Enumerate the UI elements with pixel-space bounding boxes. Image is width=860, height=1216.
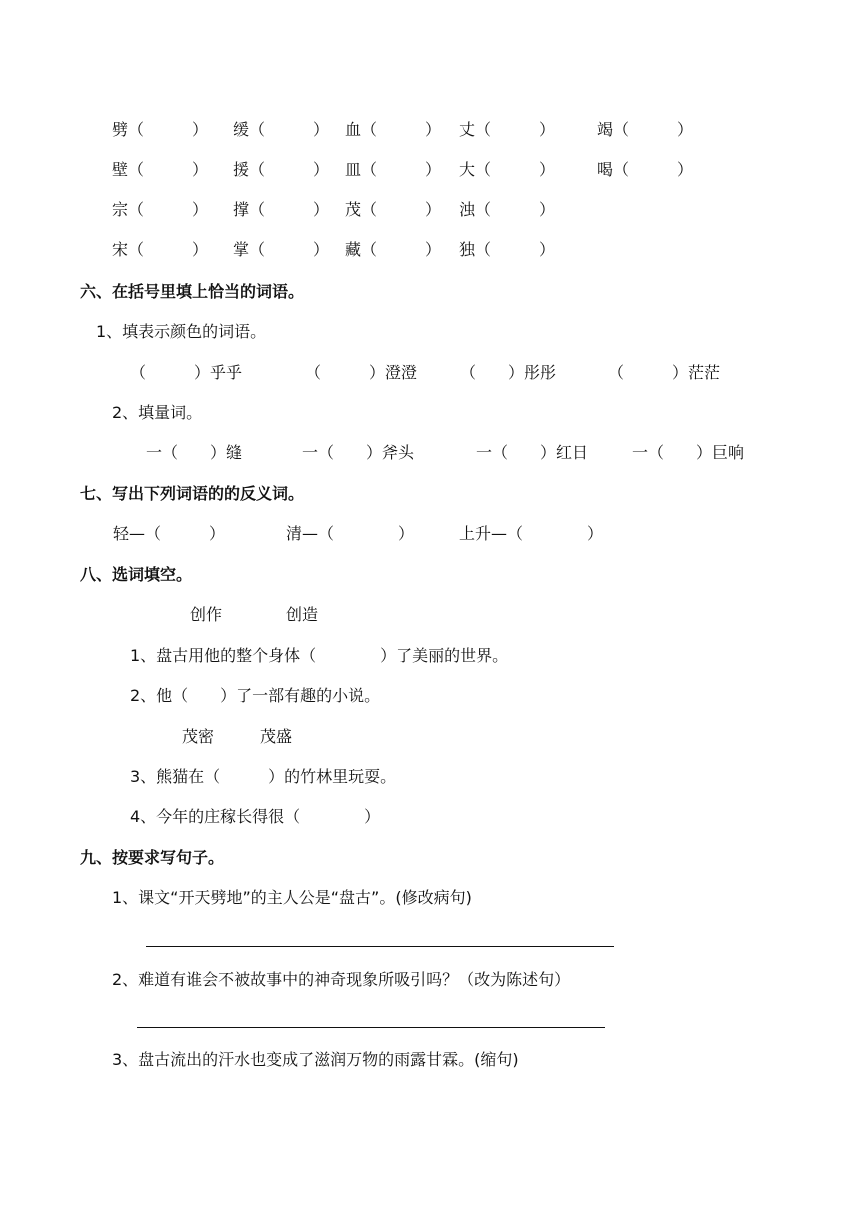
section8-q2[interactable]: 2、他（ ）了一部有趣的小说。 — [130, 686, 381, 705]
char-item[interactable]: 宗（ ） — [112, 200, 209, 219]
section9-q3: 3、盘古流出的汗水也变成了滋润万物的雨露甘霖。(缩句) — [112, 1050, 519, 1069]
char-item[interactable]: 独（ ） — [459, 240, 556, 259]
char-item[interactable]: 血（ ） — [345, 120, 442, 139]
char-item[interactable]: 掌（ ） — [233, 240, 330, 259]
char-item[interactable]: 宋（ ） — [112, 240, 209, 259]
antonym-blank[interactable]: 清—（ ） — [286, 524, 415, 543]
section6-q2-label: 2、填量词。 — [112, 403, 203, 422]
answer-line[interactable] — [137, 1027, 605, 1028]
section9-q2: 2、难道有谁会不被故事中的神奇现象所吸引吗？（改为陈述句） — [112, 970, 571, 989]
char-item[interactable]: 藏（ ） — [345, 240, 442, 259]
char-item[interactable]: 浊（ ） — [459, 200, 556, 219]
char-item[interactable]: 缓（ ） — [233, 120, 330, 139]
char-item[interactable]: 援（ ） — [233, 160, 330, 179]
word-choice: 茂盛 — [260, 727, 293, 746]
section8-q3[interactable]: 3、熊猫在（ ）的竹林里玩耍。 — [130, 767, 397, 786]
section8-q1[interactable]: 1、盘古用他的整个身体（ ）了美丽的世界。 — [130, 646, 509, 665]
char-item[interactable]: 丈（ ） — [459, 120, 556, 139]
section9-q1: 1、课文“开天劈地”的主人公是“盘古”。(修改病句) — [112, 888, 472, 907]
antonym-blank[interactable]: 轻—（ ） — [113, 524, 226, 543]
answer-line[interactable] — [146, 946, 614, 947]
measure-word-blank[interactable]: 一（ ）斧头 — [302, 443, 415, 462]
word-choice: 创造 — [286, 605, 319, 624]
antonym-blank[interactable]: 上升—（ ） — [459, 524, 604, 543]
measure-word-blank[interactable]: 一（ ）红日 — [476, 443, 589, 462]
section6-q1-label: 1、填表示颜色的词语。 — [96, 322, 267, 341]
word-choice: 创作 — [190, 605, 223, 624]
measure-word-blank[interactable]: 一（ ）缝 — [146, 443, 243, 462]
color-word-blank[interactable]: （ ）彤彤 — [460, 363, 557, 382]
word-choice: 茂密 — [182, 727, 215, 746]
section7-heading: 七、写出下列词语的的反义词。 — [80, 484, 305, 503]
section8-heading: 八、选词填空。 — [80, 565, 193, 584]
section8-q4[interactable]: 4、今年的庄稼长得很（ ） — [130, 807, 381, 826]
measure-word-blank[interactable]: 一（ ）巨响 — [632, 443, 745, 462]
char-item[interactable]: 皿（ ） — [345, 160, 442, 179]
color-word-blank[interactable]: （ ）茫茫 — [608, 363, 721, 382]
char-item[interactable]: 壁（ ） — [112, 160, 209, 179]
char-item[interactable]: 喝（ ） — [597, 160, 694, 179]
char-item[interactable]: 竭（ ） — [597, 120, 694, 139]
char-item[interactable]: 茂（ ） — [345, 200, 442, 219]
color-word-blank[interactable]: （ ）澄澄 — [305, 363, 418, 382]
section9-heading: 九、按要求写句子。 — [80, 848, 225, 867]
section6-heading: 六、在括号里填上恰当的词语。 — [80, 282, 305, 301]
color-word-blank[interactable]: （ ）乎乎 — [130, 363, 243, 382]
char-item[interactable]: 大（ ） — [459, 160, 556, 179]
char-item[interactable]: 劈（ ） — [112, 120, 209, 139]
char-item[interactable]: 撑（ ） — [233, 200, 330, 219]
